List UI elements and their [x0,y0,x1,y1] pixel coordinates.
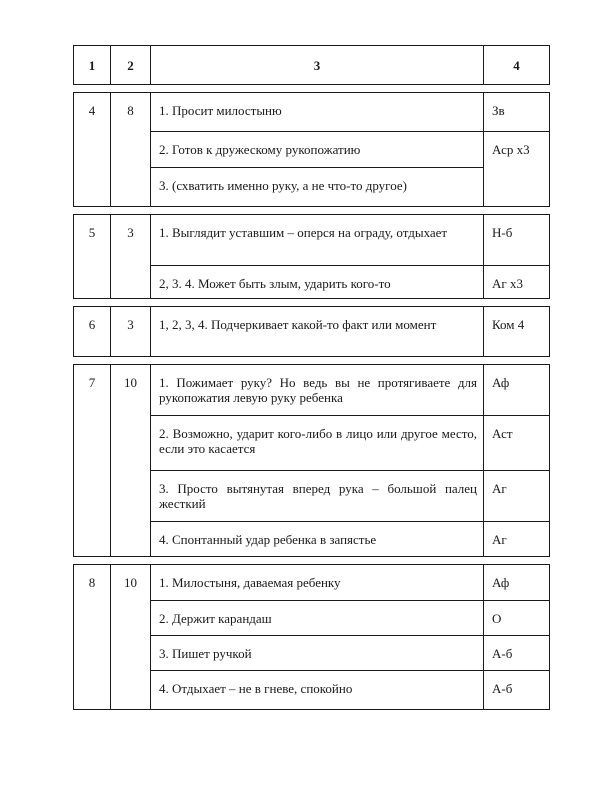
code-cell: Аг [484,522,550,557]
code-cell: Аср х3 [484,132,550,207]
code-cell: О [484,601,550,636]
separator-cell [74,557,550,565]
table-row [74,215,550,266]
separator-cell [74,299,550,307]
description-cell: 1. Просит милостыню [151,93,484,132]
description-cell: 2. Готов к дружескому рукопожатию [151,132,484,168]
table-row [74,93,550,132]
separator-cell [74,207,550,215]
data-table [73,45,550,710]
separator-cell [74,85,550,93]
description-cell: 1. Пожимает руку? Но ведь вы не протягиваете для рукопожатия левую руку ребенка [151,365,484,416]
col1-cell: 7 [74,365,111,557]
code-cell: Зв [484,93,550,132]
col1-cell: 4 [74,93,111,207]
description-cell: 2, 3. 4. Может быть злым, ударить кого-то [151,266,484,299]
group-separator [74,357,550,365]
code-cell: Аст [484,416,550,471]
group-separator [74,207,550,215]
description-cell: 4. Отдыхает – не в гневе, спокойно [151,671,484,710]
table-row [74,307,550,357]
col2-cell: 8 [111,93,151,207]
description-cell: 3. Пишет ручкой [151,636,484,671]
description-cell: 2. Держит карандаш [151,601,484,636]
code-cell: Н-б [484,215,550,266]
table-row [74,565,550,601]
code-cell: А-б [484,636,550,671]
code-cell: Аф [484,365,550,416]
description-cell: 1, 2, 3, 4. Подчеркивает какой-то факт или момент [151,307,484,357]
header-col-1: 1 [74,46,111,85]
description-cell: 1. Выглядит уставшим – оперся на ограду, отдыхает [151,215,484,266]
code-cell: А-б [484,671,550,710]
group-separator [74,85,550,93]
header-col-4: 4 [484,46,550,85]
description-cell: 1. Милостыня, даваемая ребенку [151,565,484,601]
table-row [74,365,550,416]
group-separator [74,557,550,565]
header-col-2: 2 [111,46,151,85]
separator-cell [74,357,550,365]
code-cell: Аг х3 [484,266,550,299]
description-cell: 3. (схватить именно руку, а не что-то другое) [151,168,484,207]
description-cell: 3. Просто вытянутая вперед рука – большой палец жесткий [151,471,484,522]
code-cell: Аг [484,471,550,522]
col1-cell: 6 [74,307,111,357]
group-separator [74,299,550,307]
table-body [74,85,550,710]
header-col-3: 3 [151,46,484,85]
col2-cell: 10 [111,565,151,710]
col2-cell: 3 [111,215,151,299]
code-cell: Аф [484,565,550,601]
description-cell: 4. Спонтанный удар ребенка в запястье [151,522,484,557]
col2-cell: 10 [111,365,151,557]
col1-cell: 8 [74,565,111,710]
header-row [74,46,550,85]
code-cell: Ком 4 [484,307,550,357]
description-cell: 2. Возможно, ударит кого-либо в лицо или другое место, если это касается [151,416,484,471]
col1-cell: 5 [74,215,111,299]
col2-cell: 3 [111,307,151,357]
